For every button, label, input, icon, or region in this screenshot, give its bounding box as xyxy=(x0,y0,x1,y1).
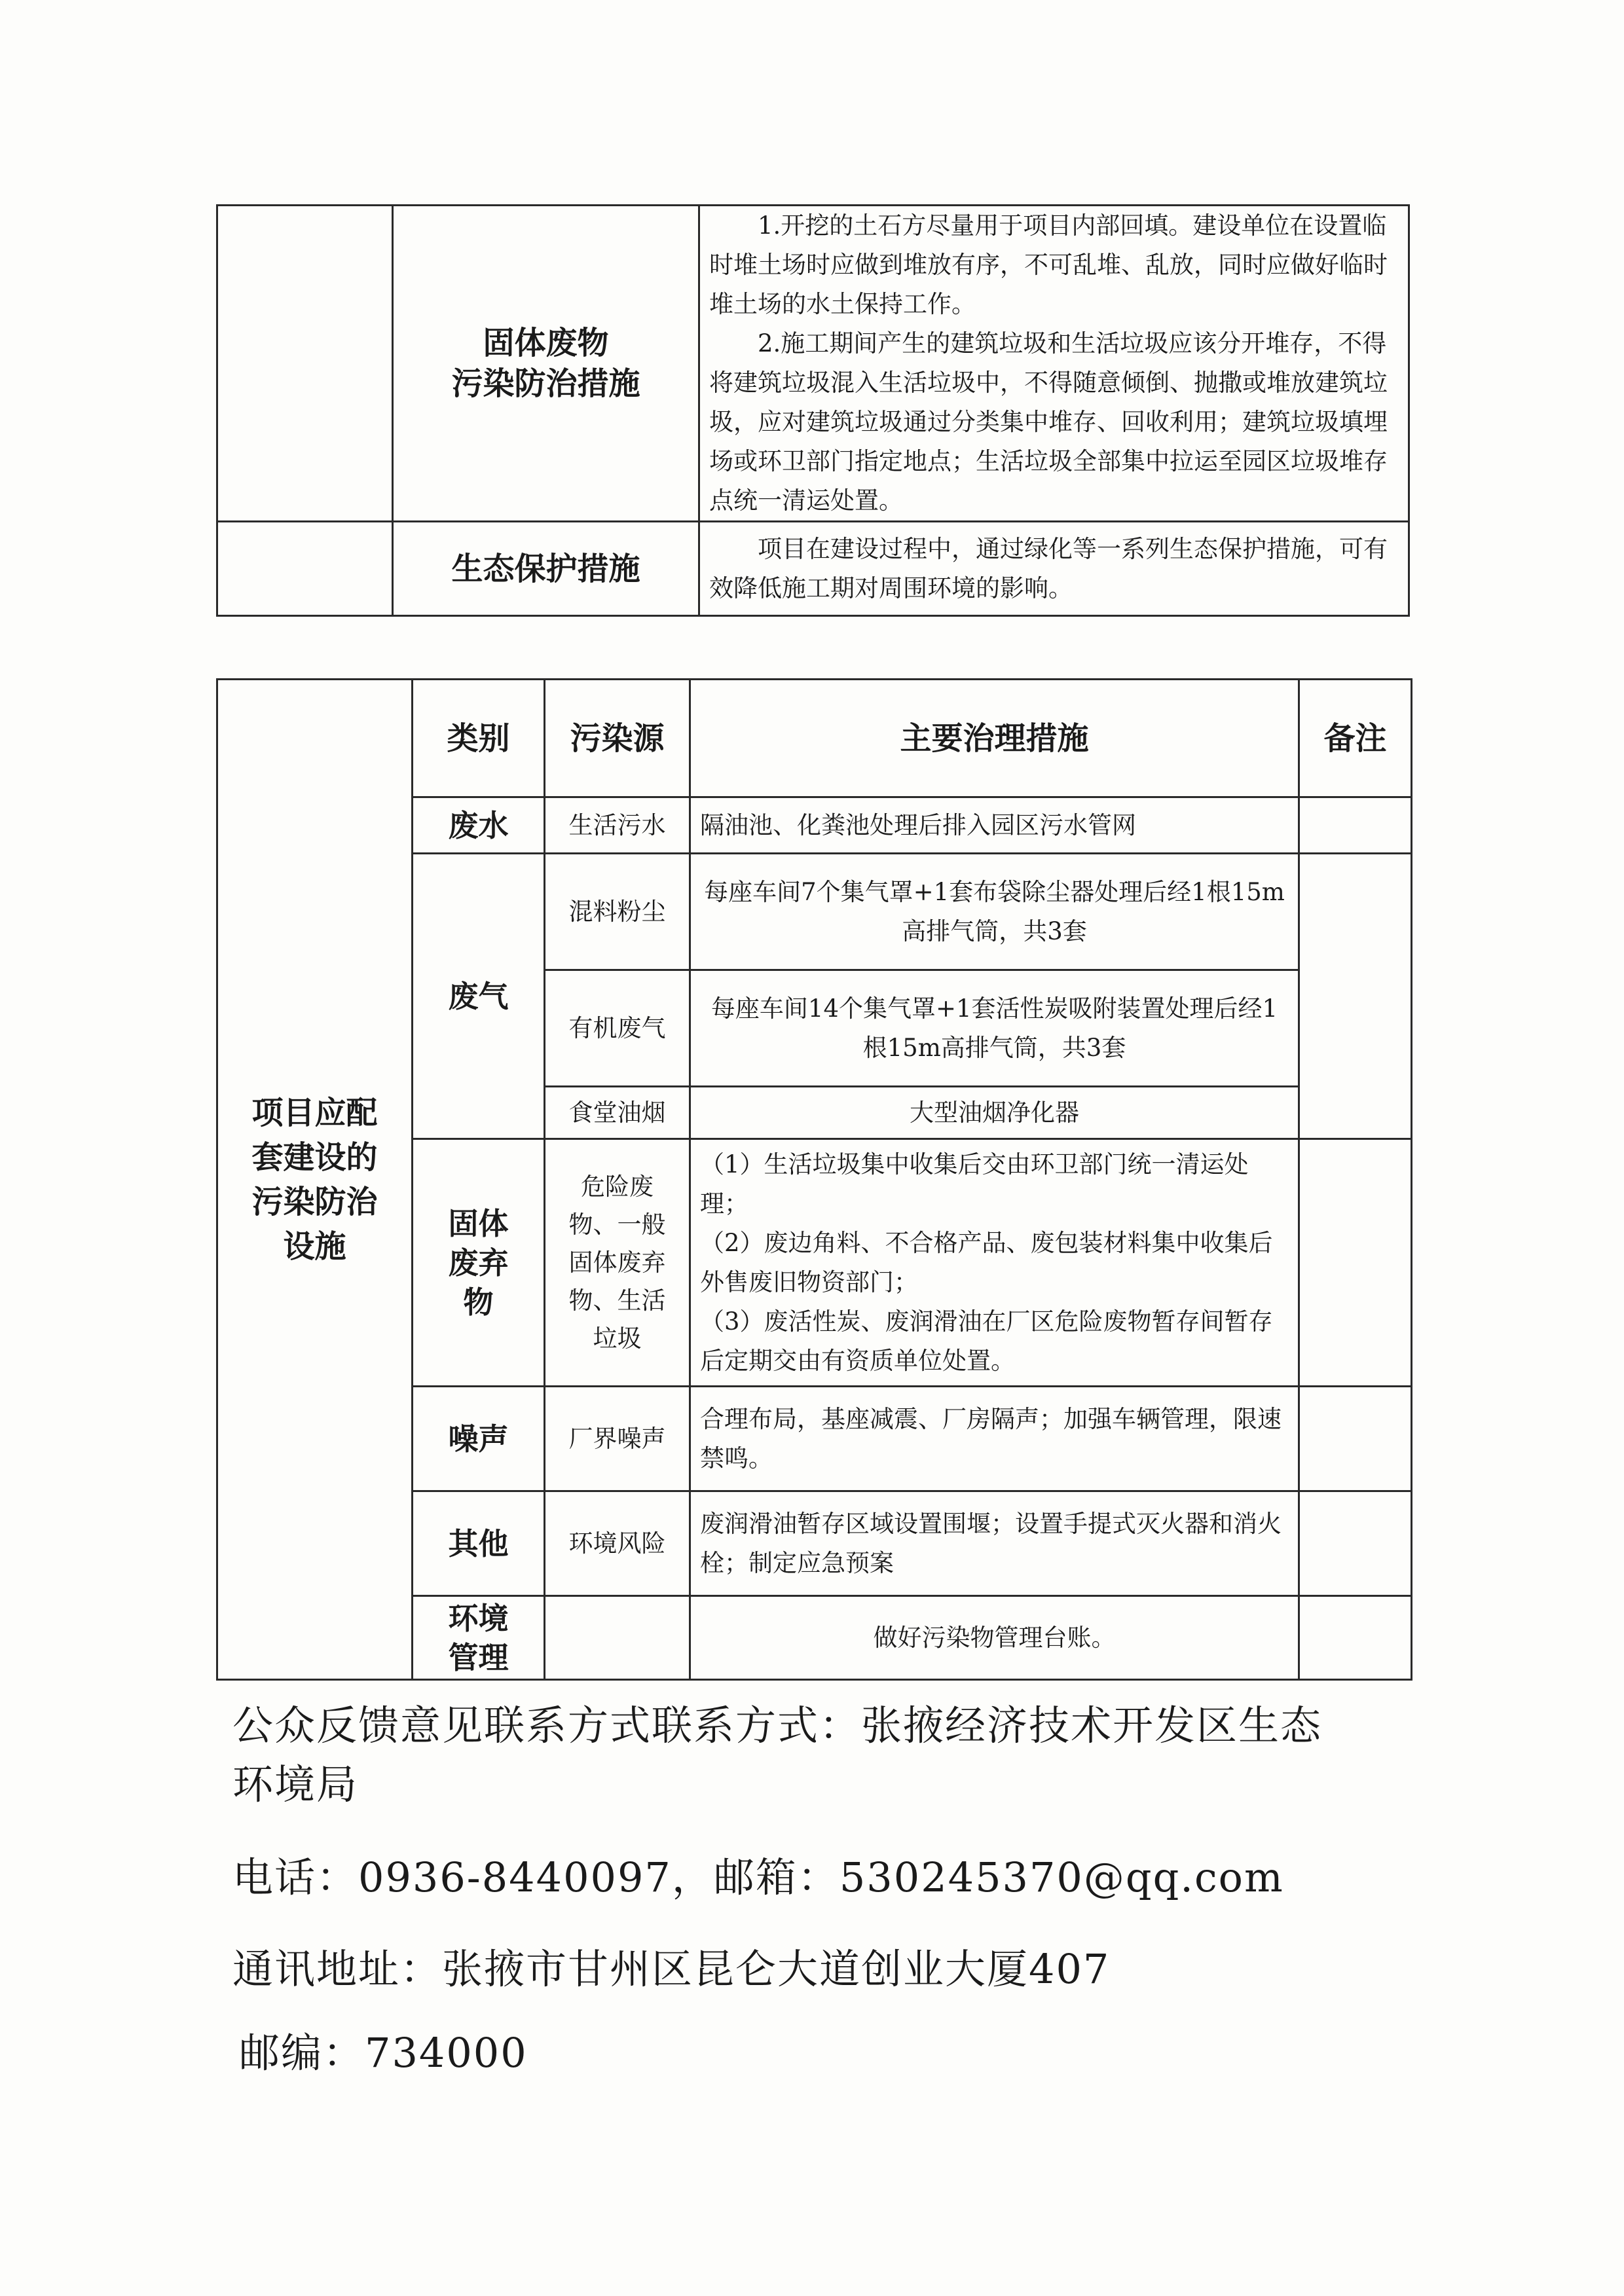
wastewater-measure: 隔油池、化粪池处理后排入园区污水管网 xyxy=(690,797,1299,854)
solid-category: 固体废弃物 xyxy=(413,1139,545,1387)
exhaust-remark xyxy=(1299,854,1412,1139)
exhaust-source-organic: 有机废气 xyxy=(545,970,690,1087)
wastewater-source: 生活污水 xyxy=(545,797,690,854)
ecology-label: 生态保护措施 xyxy=(393,522,699,616)
solid-measures xyxy=(690,1139,1299,1387)
noise-measure: 合理布局，基座减震、厂房隔声；加强车辆管理，限速禁鸣。 xyxy=(690,1387,1299,1491)
other-source: 环境风险 xyxy=(545,1491,690,1596)
phone-email-line: 电话：0936-8440097，邮箱：530245370@qq.com xyxy=(232,1853,1284,1901)
solid-remark xyxy=(1299,1139,1412,1387)
solid-measure-3: （3）废活性炭、废润滑油在厂区危险废物暂存间暂存后定期交由有资质单位处置。 xyxy=(700,1307,1273,1375)
solid-measure-1: （1）生活垃圾集中收集后交由环卫部门统一清运处理； xyxy=(700,1150,1249,1218)
wastewater-category: 废水 xyxy=(413,797,545,854)
management-measure: 做好污染物管理台账。 xyxy=(690,1596,1299,1680)
noise-category: 噪声 xyxy=(413,1387,545,1491)
solid-source: 危险废物、一般固体废弃物、生活垃圾 xyxy=(545,1139,690,1387)
exhaust-category: 废气 xyxy=(413,854,545,1139)
construction-measures-table xyxy=(216,204,1410,617)
solid-waste-measures xyxy=(699,206,1409,522)
solid-waste-para-2: 2.施工期间产生的建筑垃圾和生活垃圾应该分开堆存，不得将建筑垃圾混入生活垃圾中，不得随意倾倒、抛撒或堆放建筑垃圾，应对建筑垃圾通过分类集中堆存、回收利用；建筑垃圾填埋场或环卫部门指定地点；生活垃圾全部集中拉运至园区垃圾堆存点统一清运处置。 xyxy=(709,329,1388,515)
management-remark xyxy=(1299,1596,1412,1680)
blank-cell xyxy=(217,522,393,616)
wastewater-remark xyxy=(1299,797,1412,854)
facilities-row-header: 项目应配套建设的污染防治设施 xyxy=(217,680,413,1680)
noise-source: 厂界噪声 xyxy=(545,1387,690,1491)
feedback-contact-line: 公众反馈意见联系方式联系方式：张掖经济技术开发区生态 xyxy=(232,1702,1323,1749)
exhaust-measure-organic: 每座车间14个集气罩+1套活性炭吸附装置处理后经1根15m高排气筒，共3套 xyxy=(690,970,1299,1087)
solid-waste-para-1: 1.开挖的土石方尽量用于项目内部回填。建设单位在设置临时堆土场时应做到堆放有序，不可乱堆、乱放，同时应做好临时堆土场的水土保持工作。 xyxy=(709,211,1388,318)
other-measure: 废润滑油暂存区域设置围堰；设置手提式灭火器和消火栓；制定应急预案 xyxy=(690,1491,1299,1596)
header-measures: 主要治理措施 xyxy=(690,680,1299,797)
exhaust-source-dust: 混料粉尘 xyxy=(545,854,690,970)
exhaust-measure-kitchen: 大型油烟净化器 xyxy=(690,1087,1299,1139)
feedback-contact-line-2: 环境局 xyxy=(232,1760,359,1808)
postcode-line: 邮编：734000 xyxy=(239,2029,528,2077)
solid-measure-2: （2）废边角料、不合格产品、废包装材料集中收集后外售废旧物资部门； xyxy=(700,1228,1273,1296)
other-remark xyxy=(1299,1491,1412,1596)
blank-cell xyxy=(217,206,393,522)
other-category: 其他 xyxy=(413,1491,545,1596)
management-category: 环境管理 xyxy=(413,1596,545,1680)
management-source xyxy=(545,1596,690,1680)
exhaust-source-kitchen: 食堂油烟 xyxy=(545,1087,690,1139)
header-category: 类别 xyxy=(413,680,545,797)
solid-waste-label: 固体废物 污染防治措施 xyxy=(393,206,699,522)
pollution-control-table xyxy=(216,678,1412,1681)
header-source: 污染源 xyxy=(545,680,690,797)
noise-remark xyxy=(1299,1387,1412,1491)
ecology-measures: 项目在建设过程中，通过绿化等一系列生态保护措施，可有效降低施工期对周围环境的影响。 xyxy=(699,522,1409,616)
exhaust-measure-dust: 每座车间7个集气罩+1套布袋除尘器处理后经1根15m高排气筒，共3套 xyxy=(690,854,1299,970)
header-remarks: 备注 xyxy=(1299,680,1412,797)
address-line: 通讯地址：张掖市甘州区昆仑大道创业大厦407 xyxy=(232,1945,1111,1993)
